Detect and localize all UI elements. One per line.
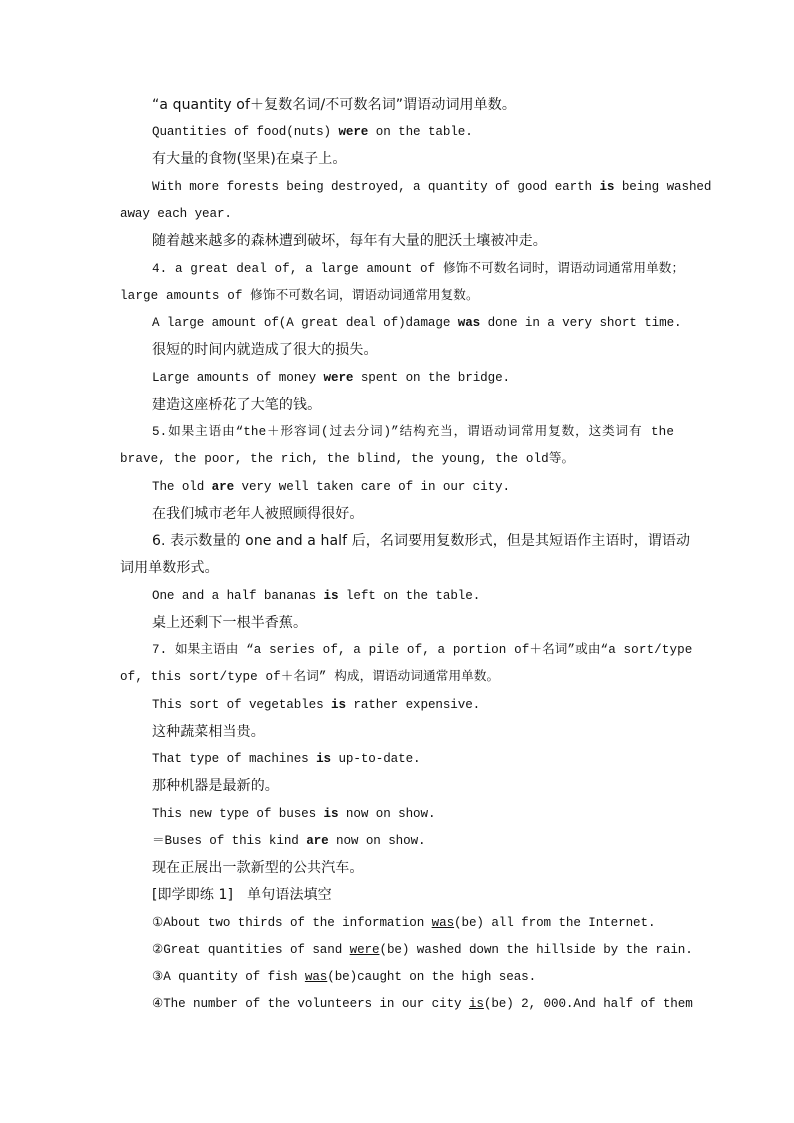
exercise-item: ①About two thirds of the information was(be) all from the Internet.: [152, 916, 656, 930]
example-sentence: Quantities of food(nuts) were on the table.: [152, 125, 473, 139]
exercise-item: ③A quantity of fish was(be)caught on the high seas.: [152, 970, 537, 984]
verb-highlight: is: [323, 807, 339, 821]
example-sentence: With more forests being destroyed, a quantity of good earth is being washed: [152, 180, 712, 194]
rule-4-continued: large amounts of 修饰不可数名词，谓语动词通常用复数。: [120, 289, 479, 303]
rule-4: 4. a great deal of, a large amount of 修饰不可数名词时，谓语动词通常用单数；: [152, 262, 685, 276]
example-sentence: One and a half bananas is left on the table.: [152, 589, 481, 603]
text-line: “a quantity of＋复数名词/不可数名词”谓语动词用单数。: [152, 97, 516, 113]
example-sentence-continued: away each year.: [120, 207, 232, 221]
verb-highlight: are: [211, 480, 235, 494]
example-sentence: The old are very well taken care of in our city.: [152, 480, 510, 494]
verb-highlight: is: [316, 752, 331, 766]
translation-line: 桌上还剩下一根半香蕉。: [152, 615, 308, 631]
verb-highlight: were: [323, 371, 354, 385]
verb-highlight: is: [330, 698, 346, 712]
translation-line: 建造这座桥花了大笔的钱。: [152, 397, 322, 413]
rule-6: 6. 表示数量的 one and a half 后，名词要用复数形式，但是其短语作主语时，谓语动: [152, 533, 691, 549]
verb-highlight: are: [306, 834, 329, 848]
exercise-item: ④The number of the volunteers in our city is(be) 2, 000.And half of them: [152, 997, 693, 1011]
translation-line: 这种蔬菜相当贵。: [152, 724, 265, 740]
translation-line: 有大量的食物(坚果)在桌子上。: [152, 151, 347, 167]
verb-highlight: was: [457, 316, 481, 330]
example-sentence: This new type of buses is now on show.: [152, 807, 436, 821]
verb-highlight: is: [599, 180, 615, 194]
translation-line: 现在正展出一款新型的公共汽车。: [152, 860, 364, 876]
answer-blank: was: [304, 970, 328, 984]
answer-blank: were: [349, 943, 380, 957]
exercise-item: ②Great quantities of sand were(be) washed down the hillside by the rain.: [152, 943, 693, 957]
verb-highlight: were: [338, 125, 369, 139]
exercise-heading: [即学即练 1] 单句语法填空: [152, 887, 332, 903]
translation-line: 在我们城市老年人被照顾得很好。: [152, 506, 364, 522]
example-sentence: This sort of vegetables is rather expensive.: [152, 698, 481, 712]
answer-blank: is: [468, 997, 484, 1011]
example-sentence: ＝Buses of this kind are now on show.: [152, 834, 426, 848]
rule-5-continued: brave, the poor, the rich, the blind, the young, the old等。: [120, 452, 575, 466]
rule-7-continued: of, this sort/type of＋名词” 构成，谓语动词通常用单数。: [120, 670, 500, 684]
verb-highlight: is: [323, 589, 339, 603]
example-sentence: That type of machines is up-to-date.: [152, 752, 421, 766]
answer-blank: was: [431, 916, 455, 930]
rule-6-continued: 词用单数形式。: [120, 560, 219, 576]
rule-5: 5.如果主语由“the＋形容词(过去分词)”结构充当，谓语动词常用复数，这类词有 the: [152, 425, 674, 439]
translation-line: 那种机器是最新的。: [152, 778, 279, 794]
translation-line: 很短的时间内就造成了很大的损失。: [152, 342, 378, 358]
example-sentence: Large amounts of money were spent on the bridge.: [152, 371, 510, 385]
example-sentence: A large amount of(A great deal of)damage was done in a very short time.: [152, 316, 682, 330]
translation-line: 随着越来越多的森林遭到破坏，每年有大量的肥沃土壤被冲走。: [152, 233, 547, 249]
rule-7: 7. 如果主语由 “a series of, a pile of, a portion of＋名词”或由“a sort/type: [152, 643, 693, 657]
